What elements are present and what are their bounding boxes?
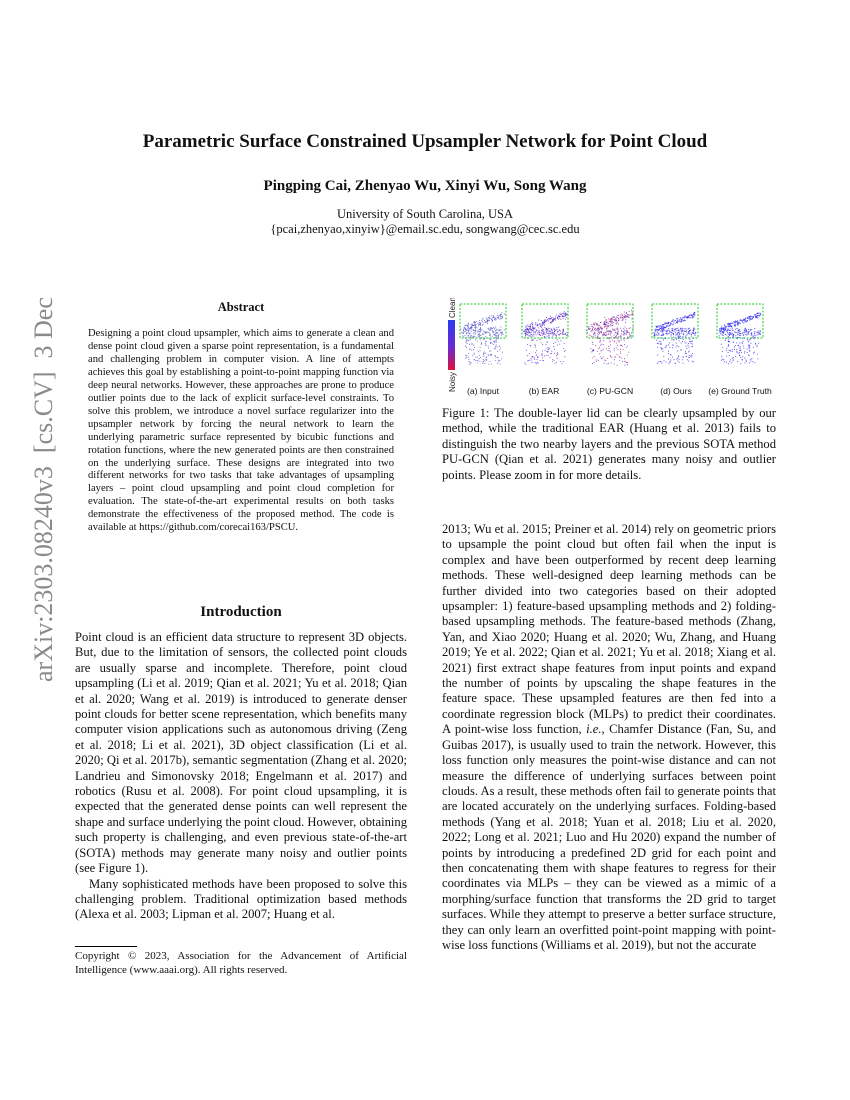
paper-title: Parametric Surface Constrained Upsampler Network for Point Cloud	[142, 131, 708, 152]
introduction-body	[75, 630, 407, 923]
affiliation: University of South Carolina, USA	[336, 207, 514, 221]
introduction-heading: Introduction	[200, 604, 282, 620]
right-paragraph-end: Chamfer Distance (Fan, Su, and Guibas 2017), is usually used to train the network. However, this loss function only measures the point-wise distance and can not measure the difference of underlying surfaces between point clouds. As a result, these methods often fail to generate points that are located accurately on the underlying surfaces. Folding-based methods (Yang et al. 2018; Yuan et al. 2018; Liu et al. 2020, 2022; Long et al. 2021; Luo and Hu 2020) expand the number of points by introducing a predefined 2D grid for each point and then concatenating them with shape features to regress for their coordinates via MLPs – they can be viewed as a mimic of a morphing/surface function that transforms the 2D grid to target surfaces. While they attempt to preserve a better surface structure, they can only learn an overfitted point-point mapping with point-wise loss functions (Williams et al. 2019), but not the accurate	[442, 722, 777, 952]
italic-ie: i.e.,	[586, 722, 605, 737]
point-cloud-panel-ours	[652, 304, 698, 364]
copyright-footnote: Copyright © 2023, Association for the Advancement of Artificial Intelligence (www.aaai.org). All rights reserved.	[75, 950, 407, 976]
colorbar-top-label: Clean	[448, 298, 457, 318]
author-emails: {pcai,zhenyao,xinyiw}@email.sc.edu, songwang@cec.sc.edu	[270, 222, 580, 236]
panel-label-ear: (b) EAR	[528, 386, 560, 396]
panel-label-pu-gcn: (c) PU-GCN	[586, 386, 634, 396]
right-column-body	[442, 522, 776, 953]
figure-1	[442, 298, 776, 400]
panel-label-ground-truth: (e) Ground Truth	[708, 386, 772, 396]
point-cloud-panel-pu-gcn	[586, 304, 634, 366]
panel-label-ours: (d) Ours	[660, 386, 692, 396]
arxiv-stamp-text: arXiv:2303.08240v3 [cs.CV] 3 Dec 2023	[29, 290, 58, 682]
abstract-heading: Abstract	[217, 300, 265, 314]
right-paragraph	[442, 522, 776, 953]
intro-paragraph-1: Point cloud is an efficient data structure to represent 3D objects. But, due to the limitation of sensors, the collected point clouds are usually sparse and incomplete. Therefore, point cloud upsampling (Li et al. 2019; Qian et al. 2021; Yu et al. 2018; Qian et al. 2020; Wang et al. 2019) is introduced to generate denser point clouds for better scene representation, which benefits many computer vision applications such as autonomous driving (Zeng et al. 2018; Li et al. 2021), 3D object classification (Li et al. 2020; Qi et al. 2017b), semantic segmentation (Zhang et al. 2020; Landrieu and Simonovsky 2018; Engelmann et al. 2017) and robotics (Rusu et al. 2008). For point cloud upsampling, it is expected that the generated dense points can well represent the shape and surface underlying the point cloud. However, obtaining such property is challenging, and even previous state-of-the-art (SOTA) methods may generate many noisy and outlier points (see Figure 1).	[75, 630, 407, 876]
right-paragraph-start: 2013; Wu et al. 2015; Preiner et al. 2014) rely on geometric priors to upsample the point cloud but often fail when the input is complex and have been outperformed by recent deep learning methods. These well-designed deep learning methods can be further divided into two categories based on their adopted upsampler: 1) feature-based upsampling methods and 2) folding-based upsampling methods. The feature-based methods (Zhang, Yan, and Xiao 2020; Huang et al. 2020; Wu, Zhang, and Huang 2019; Ye et al. 2022; Qian et al. 2021; Yu et al. 2018; Xiang et al. 2021) first extract shape features from input points and expand the number of points by upscaling the shape features in the feature space. These upsampled features are then fed into a coordinate regression block (MLPs) to predict their coordinates. A point-wise loss function,	[442, 522, 776, 737]
colorbar-bottom-label: Noisy	[448, 371, 457, 392]
affiliation-block	[0, 207, 850, 237]
point-cloud-panel-ear	[522, 304, 568, 365]
colorbar	[448, 320, 455, 370]
arxiv-stamp	[12, 290, 62, 690]
figure-1-caption: Figure 1: The double-layer lid can be clearly upsampled by our method, while the traditional EAR (Huang et al. 2013) fails to distinguish the two nearby layers and the previous SOTA method PU-GCN (Qian et al. 2021) generates many noisy and outlier points. Please zoom in for more details.	[442, 406, 776, 482]
footnote-divider	[75, 946, 137, 947]
author-list: Pingping Cai, Zhenyao Wu, Xinyi Wu, Song Wang	[263, 178, 587, 194]
panel-label-input: (a) Input	[466, 386, 500, 396]
abstract-text: Designing a point cloud upsampler, which aims to generate a clean and dense point cloud given a sparse point representation, is a fundamental and challenging problem in computer vision. A line of attempts achieves this goal by establishing a point-to-point mapping function via deep neural networks. However, these approaches are prone to produce outlier points due to the lack of explicit surface-level constraints. To solve this problem, we introduce a novel surface regularizer into the upsampler network by forcing the neural network to learn the underlying parametric surface represented by bicubic functions and rotation functions, where the new generated points are then constrained on the underlying surface. These designs are integrated into two different networks for two tasks that take advantages of upsampling layers – point cloud upsampling and point cloud completion for evaluation. The state-of-the-art experimental results on both tasks demonstrate the effectiveness of the proposed method. The code is available at https://github.com/corecai163/PSCU.	[88, 328, 394, 534]
point-cloud-panel-input	[460, 304, 506, 365]
intro-paragraph-2: Many sophisticated methods have been proposed to solve this challenging problem. Traditional optimization based methods (Alexa et al. 2003; Lipman et al. 2007; Huang et al.	[75, 876, 407, 922]
point-cloud-panel-ground-truth	[717, 304, 763, 364]
